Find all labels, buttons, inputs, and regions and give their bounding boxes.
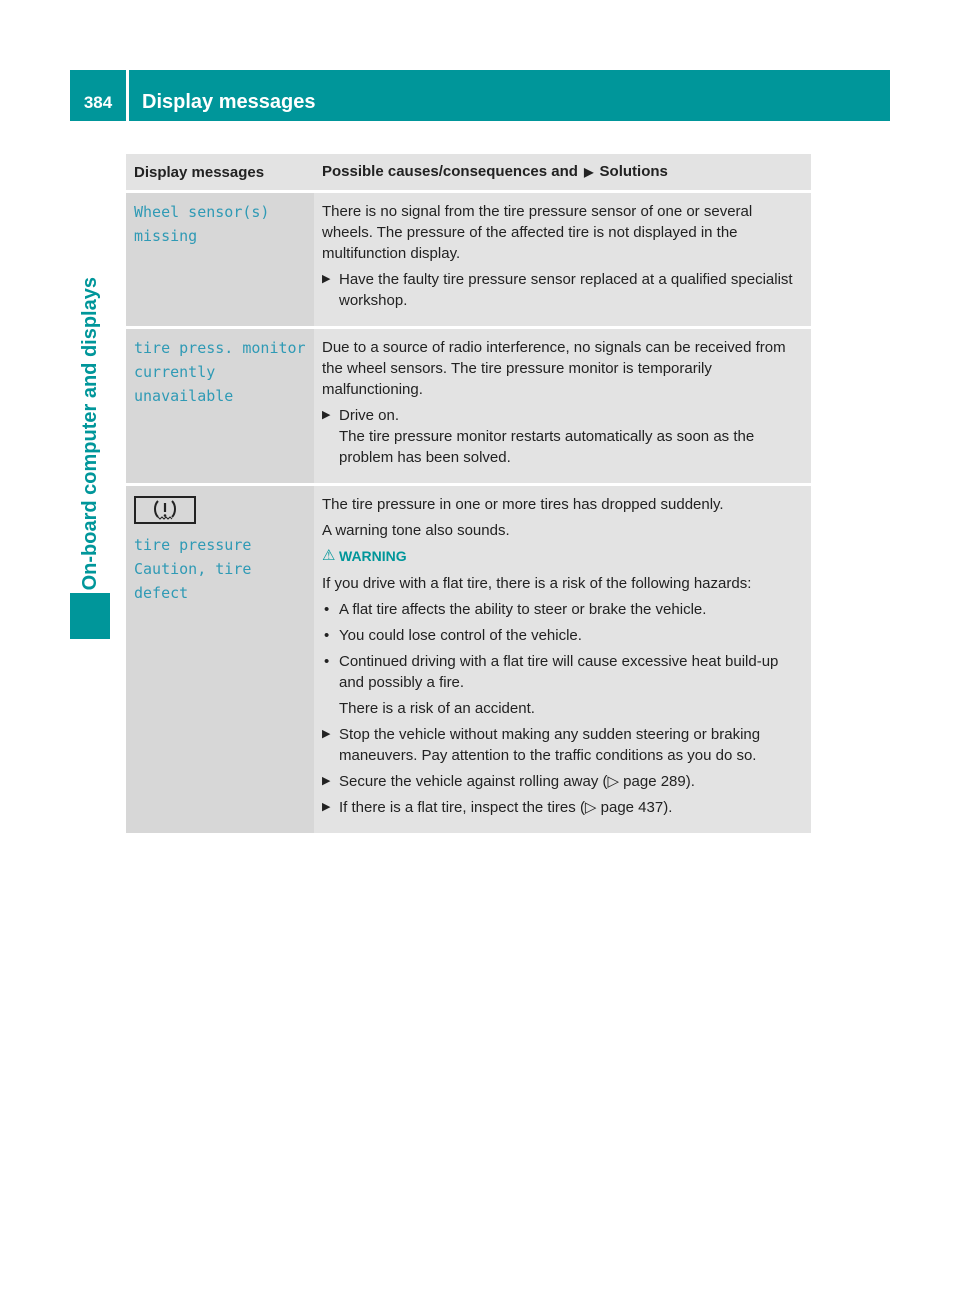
bullet-icon: •: [324, 653, 330, 670]
play-arrow-icon: ▶: [584, 165, 594, 179]
column-header-display-messages: Display messages: [126, 154, 314, 192]
tire-pressure-warning-icon: [134, 496, 196, 524]
solution-cell: [314, 485, 811, 835]
bullet-icon: •: [324, 627, 330, 644]
instruction-text: Have the faulty tire pressure sensor replaced at a qualified specialist workshop.: [339, 271, 793, 309]
hazard-text: A flat tire affects the ability to steer or brake the vehicle.: [339, 601, 707, 618]
instruction-arrow-icon: ▶: [322, 728, 331, 740]
side-section-label-text: On-board computer and displays: [78, 276, 101, 590]
instruction-arrow-icon: ▶: [322, 801, 331, 813]
instruction-step: [322, 269, 803, 311]
cause-paragraph: The tire pressure in one or more tires has dropped suddenly.: [322, 496, 724, 513]
warning-heading: [322, 546, 803, 567]
display-message-cell: [126, 485, 314, 835]
header-divider: [126, 70, 129, 121]
display-text-line: tire pressure: [134, 536, 252, 554]
display-text-line: tire press. monitor: [134, 339, 306, 357]
table-row: [126, 485, 811, 835]
instruction-text: Drive on.: [339, 407, 400, 424]
risk-note: There is a risk of an accident.: [339, 700, 535, 717]
display-messages-table: [126, 154, 811, 836]
instruction-arrow-icon: ▶: [322, 273, 331, 285]
hazard-bullet: [322, 625, 803, 646]
warning-label: WARNING: [339, 548, 407, 564]
table-header-row: [126, 154, 811, 192]
display-text-line: unavailable: [134, 387, 234, 405]
instruction-text: Secure the vehicle against rolling away (▷ page 289).: [339, 773, 695, 790]
cause-paragraph: Due to a source of radio interference, no signals can be received from the wheel sensors. The tire pressure monitor is temporarily malfunctioning.: [322, 339, 786, 398]
display-text-line: Caution, tire: [134, 560, 252, 578]
hazard-bullet: [322, 651, 803, 693]
display-text-line: currently: [134, 363, 216, 381]
column-header-prefix: Possible causes/consequences and: [322, 163, 578, 180]
instruction-step: [322, 797, 803, 818]
page-title: Display messages: [142, 91, 316, 113]
solution-cell: [314, 328, 811, 485]
column-header-suffix: Solutions: [599, 163, 668, 180]
display-text-line: missing: [134, 227, 198, 245]
warning-intro: If you drive with a flat tire, there is a risk of the following hazards:: [322, 575, 752, 592]
side-section-label: [70, 130, 110, 590]
instruction-step: [322, 405, 803, 426]
hazard-text: Continued driving with a flat tire will cause excessive heat build-up and possibly a fire.: [339, 653, 779, 691]
hazard-bullet: [322, 599, 803, 620]
instruction-note: The tire pressure monitor restarts automatically as soon as the problem has been solved.: [339, 428, 755, 466]
instruction-step: [322, 771, 803, 792]
display-message-cell: [126, 328, 314, 485]
cause-paragraph: There is no signal from the tire pressure sensor of one or several wheels. The pressure of the affected tire is not displayed in the multifunction display.: [322, 203, 753, 262]
page-number: 384: [83, 93, 113, 112]
instruction-text: If there is a flat tire, inspect the tires (▷ page 437).: [339, 799, 673, 816]
display-message-cell: [126, 192, 314, 328]
display-text-line: Wheel sensor(s): [134, 203, 270, 221]
column-header-solutions: [314, 154, 811, 192]
instruction-arrow-icon: ▶: [322, 409, 331, 421]
solution-cell: [314, 192, 811, 328]
table-row: [126, 192, 811, 328]
instruction-step: [322, 724, 803, 766]
hazard-text: You could lose control of the vehicle.: [339, 627, 582, 644]
cause-paragraph: A warning tone also sounds.: [322, 522, 510, 539]
side-section-tab: [70, 593, 110, 639]
warning-triangle-icon: ⚠: [322, 547, 336, 564]
bullet-icon: •: [324, 601, 330, 618]
instruction-text: Stop the vehicle without making any sudden steering or braking maneuvers. Pay attention to the traffic conditions as you do so.: [339, 726, 761, 764]
display-text-line: defect: [134, 584, 189, 602]
instruction-arrow-icon: ▶: [322, 775, 331, 787]
table-row: [126, 328, 811, 485]
